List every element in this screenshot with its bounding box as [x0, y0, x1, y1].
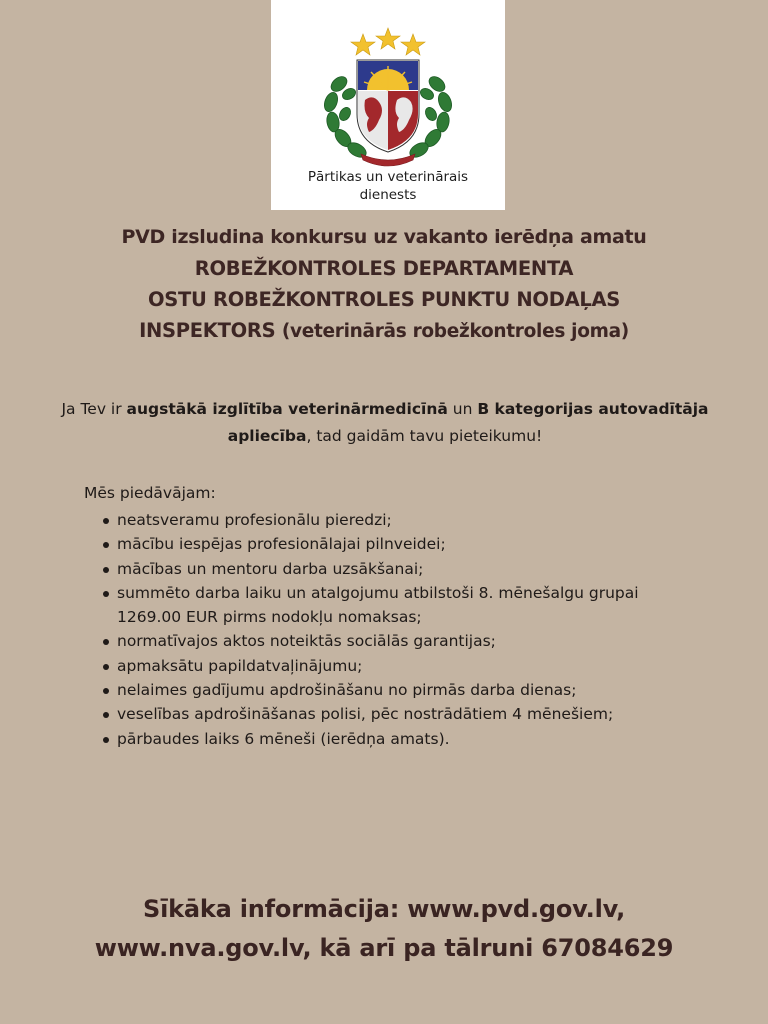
list-item: summēto darba laiku un atalgojumu atbilstoši 8. mēnešalgu grupai 1269.00 EUR pirms nodokļu nomaksas;	[117, 581, 702, 630]
contact-line-2: www.nva.gov.lv, kā arī pa tālruni 67084629	[94, 934, 674, 962]
list-item: neatsveramu profesionālu pieredzi;	[117, 508, 702, 532]
list-item: mācības un mentoru darba uzsākšanai;	[117, 557, 702, 581]
position-field: (veterinārās robežkontroles joma)	[281, 321, 629, 342]
list-item: mācību iespējas profesionālajai pilnveidei;	[117, 532, 702, 556]
headline-intro: PVD izsludina konkursu uz vakanto ierēdņa amatu	[121, 226, 647, 248]
requirements-paragraph	[60, 396, 710, 450]
position-title	[0, 315, 768, 347]
requirement-driving-license: B kategorijas autovadītāja apliecība	[227, 400, 709, 445]
latvia-coat-of-arms-icon	[309, 14, 467, 174]
offers-title: Mēs piedāvājam:	[84, 484, 216, 502]
logo-caption-line1: Pārtikas un veterinārais	[307, 169, 469, 185]
department-line-1: ROBEŽKONTROLES DEPARTAMENTA	[194, 257, 574, 280]
offers-list	[117, 508, 702, 751]
vacancy-headline	[0, 222, 768, 347]
logo-panel	[271, 0, 505, 210]
requirement-text-1: Ja Tev ir	[61, 400, 127, 418]
list-item: veselības apdrošināšanas polisi, pēc nostrādātiem 4 mēnešiem;	[117, 702, 702, 726]
list-item: normatīvajos aktos noteiktās sociālās garantijas;	[117, 629, 702, 653]
requirement-education: augstākā izglītība veterinārmedicīnā	[126, 400, 448, 418]
list-item: apmaksātu papildatvaļinājumu;	[117, 654, 702, 678]
contact-line-1: Sīkāka informācija: www.pvd.gov.lv,	[142, 895, 625, 923]
requirement-text-2: un	[447, 400, 478, 418]
requirement-text-3: , tad gaidām tavu pieteikumu!	[306, 427, 543, 445]
logo-caption-line2: dienests	[359, 187, 417, 203]
list-item: nelaimes gadījumu apdrošināšanu no pirmās darba dienas;	[117, 678, 702, 702]
logo-caption	[271, 168, 505, 204]
contact-info	[0, 890, 768, 968]
position-name: INSPEKTORS	[139, 319, 276, 342]
list-item: pārbaudes laiks 6 mēneši (ierēdņa amats).	[117, 727, 702, 751]
department-line-2: OSTU ROBEŽKONTROLES PUNKTU NODAĻAS	[147, 288, 621, 311]
